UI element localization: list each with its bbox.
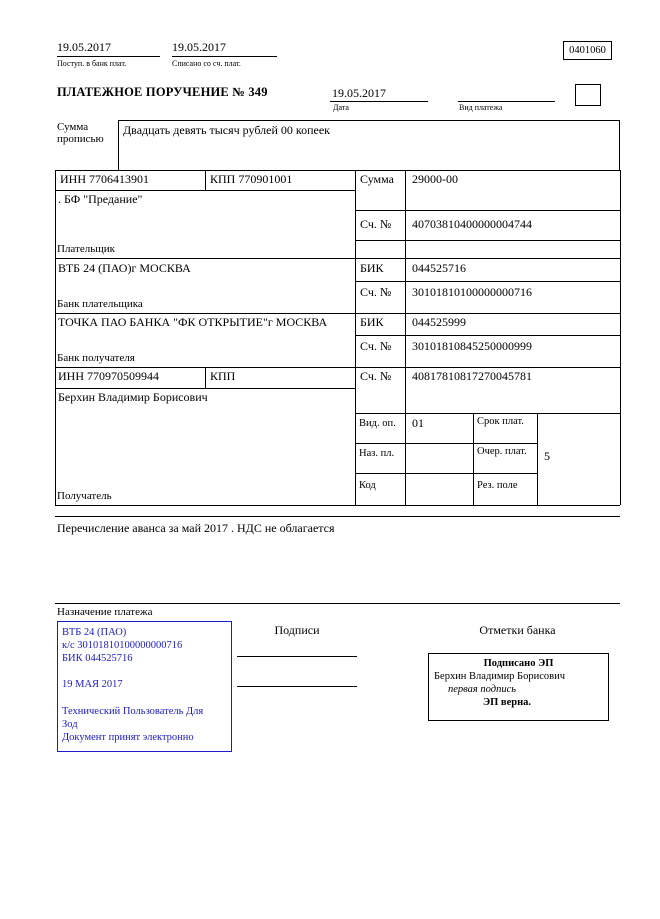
line-under-payee-inn	[55, 388, 355, 389]
bank-stamp-line: Технический Пользователь Для	[62, 706, 204, 717]
payer-bank-section-label: Банк плательщика	[57, 298, 143, 310]
payer-account-label: Сч. №	[360, 217, 392, 231]
line-under-payee-bank	[55, 367, 620, 368]
payee-bank-bik-label: БИК	[360, 315, 384, 329]
debited-date-underline	[172, 56, 277, 57]
kod-label: Код	[359, 480, 376, 491]
payee-account-value: 40817810817270045781	[412, 369, 532, 383]
payer-bank-bik-label: БИК	[360, 261, 384, 275]
payee-account-label: Сч. №	[360, 369, 392, 383]
bank-stamp-line: Документ принят электронно	[62, 732, 194, 743]
payer-name: . БФ "Предание"	[58, 192, 143, 206]
line-under-payer-inn	[55, 190, 355, 191]
vid-op-value: 01	[412, 416, 424, 430]
amount-value: 29000-00	[412, 172, 458, 186]
srok-plat-label: Срок плат.	[477, 416, 524, 427]
payer-section-label: Плательщик	[57, 243, 115, 255]
payer-bank-account-label: Сч. №	[360, 285, 392, 299]
bank-stamp-line: к/с 30101810100000000716	[62, 640, 183, 651]
bank-stamp-line: ВТБ 24 (ПАО)	[62, 627, 127, 638]
signature-stamp-line: ЭП верна.	[483, 697, 532, 708]
signature-stamp-line: Берхин Владимир Борисович	[434, 671, 565, 682]
table-value-divider	[405, 170, 406, 505]
ops-divider-2	[537, 413, 538, 505]
signature-stamp-line: Подписано ЭП	[483, 658, 554, 669]
payee-bank-account-label: Сч. №	[360, 339, 392, 353]
debited-date: 19.05.2017	[172, 40, 226, 54]
payee-bank-name: ТОЧКА ПАО БАНКА "ФК ОТКРЫТИЕ"г МОСКВА	[58, 315, 328, 329]
payee-section-label: Получатель	[57, 490, 112, 502]
purpose-bottom-line	[55, 603, 620, 604]
bank-marks-label: Отметки банка	[479, 623, 556, 637]
payee-bank-account-value: 30101810845250000999	[412, 339, 532, 353]
received-date: 19.05.2017	[57, 40, 111, 54]
payee-bank-bik-value: 044525999	[412, 315, 466, 329]
ops-row1-line	[355, 443, 537, 444]
table-border-right	[620, 170, 621, 505]
document-title: ПЛАТЕЖНОЕ ПОРУЧЕНИЕ № 349	[57, 85, 268, 99]
amount-label: Сумма	[360, 172, 394, 186]
payer-inn-kpp-divider	[205, 170, 206, 190]
signature-line-1	[237, 656, 357, 657]
table-border-top	[55, 170, 620, 171]
line-under-payer	[55, 258, 620, 259]
payer-inn: ИНН 7706413901	[60, 172, 149, 186]
signature-stamp-line: первая подпись	[448, 684, 517, 695]
bank-stamp-line: БИК 044525716	[62, 653, 133, 664]
line-under-payer-account	[355, 240, 620, 241]
debited-date-label: Списано со сч. плат.	[172, 59, 241, 68]
payee-inn: ИНН 770970509944	[58, 369, 159, 383]
naz-pl-label: Наз. пл.	[359, 448, 395, 459]
vid-op-label: Вид. оп.	[359, 418, 396, 429]
payer-kpp: КПП 770901001	[210, 172, 293, 186]
line-under-payer-bank-bik	[355, 281, 620, 282]
payee-bank-section-label: Банк получателя	[57, 352, 135, 364]
signatures-label: Подписи	[274, 623, 320, 637]
purpose-label: Назначение платежа	[57, 606, 153, 618]
signature-line-2	[237, 686, 357, 687]
amount-words-label: Сумма прописью	[57, 121, 104, 145]
payer-bank-name: ВТБ 24 (ПАО)г МОСКВА	[58, 261, 191, 275]
table-border-left	[55, 170, 56, 505]
payer-account-value: 40703810400000004744	[412, 217, 532, 231]
document-date: 19.05.2017	[332, 86, 386, 100]
payment-kind-box	[575, 84, 601, 106]
bank-stamp-line: Зод	[62, 719, 78, 730]
payment-kind-underline	[458, 101, 555, 102]
document-date-underline	[330, 101, 428, 102]
payment-kind-label: Вид платежа	[459, 103, 503, 112]
ops-divider-1	[473, 413, 474, 505]
line-under-payee-account	[355, 413, 620, 414]
table-center-divider	[355, 170, 356, 505]
document-date-label: Дата	[333, 103, 349, 112]
purpose-text: Перечисление аванса за май 2017 . НДС не облагается	[57, 521, 335, 535]
form-code-box	[563, 41, 612, 60]
line-under-amount	[355, 210, 620, 211]
amount-words-value: Двадцать девять тысяч рублей 00 копеек	[123, 123, 330, 137]
line-under-payee-bank-bik	[355, 335, 620, 336]
bank-stamp-line: 19 МАЯ 2017	[62, 679, 123, 690]
payer-bank-account-value: 30101810100000000716	[412, 285, 532, 299]
table-border-bottom	[55, 505, 620, 506]
received-date-label: Поступ. в банк плат.	[57, 59, 127, 68]
payee-kpp-label: КПП	[210, 369, 236, 383]
form-code: 0401060	[569, 45, 606, 56]
ops-row2-line	[355, 473, 537, 474]
rez-pole-label: Рез. поле	[477, 480, 518, 491]
payee-name: Берхин Владимир Борисович	[58, 390, 208, 404]
payee-inn-kpp-divider	[205, 367, 206, 388]
ocher-plat-label: Очер. плат.	[477, 446, 527, 457]
payer-bank-bik-value: 044525716	[412, 261, 466, 275]
ocher-plat-value: 5	[544, 449, 550, 463]
line-under-payer-bank	[55, 313, 620, 314]
received-date-underline	[57, 56, 160, 57]
purpose-top-line	[55, 516, 620, 517]
